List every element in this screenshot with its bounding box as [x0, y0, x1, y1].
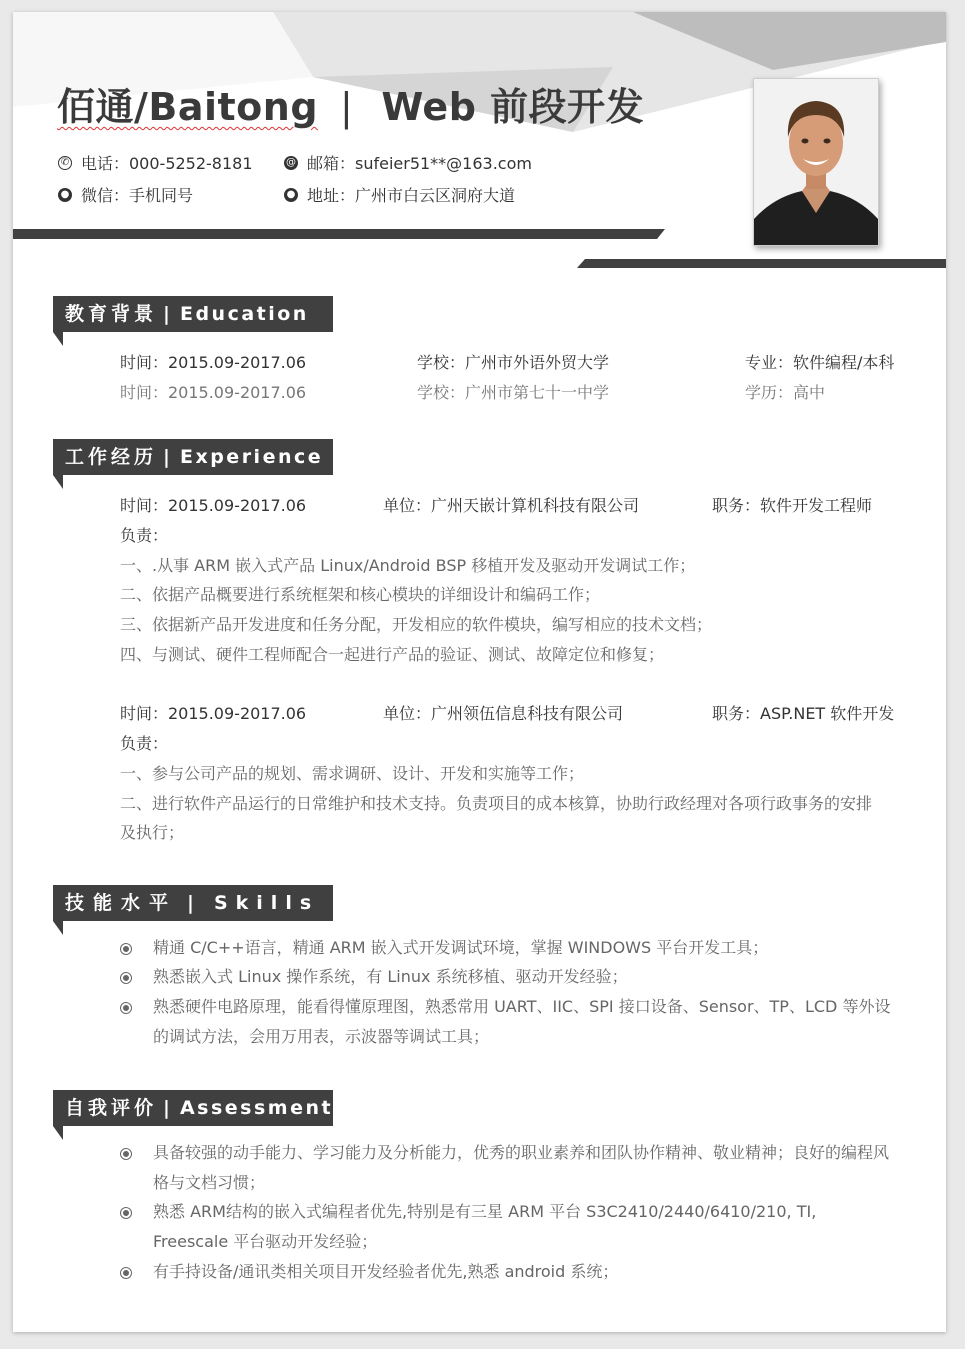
section-title: 技能水平 — [65, 892, 178, 914]
section-corner — [53, 475, 63, 489]
bullet-icon — [120, 1267, 132, 1279]
bullet-icon — [120, 972, 132, 984]
job2-company: 单位：广州领伍信息科技有限公司 — [383, 704, 624, 723]
job2-line-3: 及执行； — [120, 823, 185, 842]
contact-address — [284, 183, 515, 206]
job1-resp-label: 负责： — [120, 526, 169, 545]
address-text: 地址：广州市白云区洞府大道 — [307, 186, 516, 205]
job2-role: 职务：ASP.NET 软件开发 — [712, 704, 895, 723]
job2-line-2: 二、进行软件产品运行的日常维护和技术支持。负责项目的成本核算，协助行政经理对各项行政事务的安排 — [120, 794, 873, 813]
job1-line-2: 二、依据产品概要进行系统框架和核心模块的详细设计和编码工作； — [120, 585, 601, 604]
edu-major-1: 专业：软件编程/本科 — [745, 353, 895, 372]
contact-wechat — [58, 183, 193, 206]
job1-company: 单位：广州天嵌计算机科技有限公司 — [383, 496, 640, 515]
edu-major-2: 学历：高中 — [745, 383, 826, 402]
section-corner — [53, 921, 63, 935]
job1-role: 职务：软件开发工程师 — [712, 496, 873, 515]
job2-time: 时间：2015.09-2017.06 — [120, 704, 307, 723]
job1-line-1: 一、.从事 ARM 嵌入式产品 Linux/Android BSP 移植开发及驱动开发调试工作； — [120, 556, 696, 575]
phone-text: 电话：000-5252-8181 — [81, 154, 253, 173]
name-title — [57, 76, 644, 131]
resume-page: 佰通/Baitong | Web 前段开发 ✆ 电话：000-5252-8181 @ 邮箱：sufeier51**@163.com ● 微信：手机同号 ● 地址：广州市白云区洞府大道 教育背景 | Education 时间：2015.09-2017.06 学校：广州市外语外贸大学 专业：软件编程/本科 时间：2015.09-2017.06 学校：广州市第七十一中学 学历：高中 工作经历 | Experience 时间：2015.09-2017.06 单位：广州天嵌计算机科技有限公司 职务：软件开发工程师 负责： 一、.从事 ARM 嵌入式产品 Linux/Android BSP 移植开发及驱动开发调试工作； 二、依据产品概要进行系统框架和核心模块的详细设计和编码工作； 三、依据新产品开发进度和任务分配，开发相应的软件模块，编写相应的技术文档； 四、与测试、硬件工程师配合一起进行产品的验证、测试、故障定位和修复； 时间：2015.09-2017.06 单位：广州领伍信息科技有限公司 职务：ASP.NET 软件开发 负责： 一、参与公司产品的规划、需求调研、设计、开发和实施等工作； 二、进行软件产品运行的日常维护和技术支持。负责项目的成本核算，协助行政经理对各项行政事务的安排 及执行； 技能水平 | Skills 精通 C/C++语言，精通 ARM 嵌入式开发调试环境，掌握 WINDOWS 平台开发工具； 熟悉嵌入式 Linux 操作系统，有 Linux 系统移植、驱动开发经验； 熟悉硬件电路原理，能看得懂原理图，熟悉常用 UART、IIC、SPI 接口设备、Sensor、TP、LCD 等外设的调试方法，会用万用表，示波器等调试工具； 自我评价 | Assessment 具备较强的动手能力、学习能力及分析能力，优秀的职业素养和团队协作精神、敬业精神；良好的编程风格与文档习惯； 熟悉 ARM结构的嵌入式编程者优先,特别是有三星 ARM 平台 S3C2410/2440/6410/210, TI, Freescale 平台驱动开发经验； 有手持设备/通讯类相关项目开发经验者优先,熟悉 android 系统； — [13, 12, 946, 1332]
job1-line-3: 三、依据新产品开发进度和任务分配，开发相应的软件模块，编写相应的技术文档； — [120, 615, 713, 634]
contact-email — [284, 151, 532, 174]
section-header-skills: 技能水平 | Skills — [53, 885, 333, 921]
job1-time: 时间：2015.09-2017.06 — [120, 496, 307, 515]
section-title: 教育背景 — [65, 303, 158, 325]
edu-school-2: 学校：广州市第七十一中学 — [417, 383, 610, 402]
section-header-experience: 工作经历 | Experience — [53, 439, 333, 475]
section-corner — [53, 1126, 63, 1140]
section-title-en: Skills — [213, 892, 320, 914]
header-divider-bar-right — [577, 259, 946, 268]
section-title: 工作经历 — [65, 446, 158, 468]
bullet-icon — [120, 943, 132, 955]
section-title-en: Experience — [179, 446, 324, 468]
edu-school-1: 学校：广州市外语外贸大学 — [417, 353, 610, 372]
profile-photo — [753, 78, 879, 246]
contact-phone — [58, 151, 253, 174]
wechat-icon: ● — [58, 188, 72, 202]
email-text: 邮箱：sufeier51**@163.com — [307, 154, 532, 173]
job2-line-1: 一、参与公司产品的规划、需求调研、设计、开发和实施等工作； — [120, 764, 585, 783]
title-separator: | — [340, 85, 354, 129]
name: 佰通/Baitong — [57, 85, 319, 129]
header-divider-bar — [13, 229, 665, 239]
section-title-en: Assessment — [179, 1097, 334, 1119]
job-title: Web 前段开发 — [381, 85, 645, 129]
bullet-icon — [120, 1148, 132, 1160]
location-pin-icon: ● — [284, 188, 298, 202]
edu-time-2: 时间：2015.09-2017.06 — [120, 383, 307, 402]
bullet-icon — [120, 1207, 132, 1219]
section-header-education: 教育背景 | Education — [53, 296, 333, 332]
phone-icon: ✆ — [58, 156, 72, 170]
job1-line-4: 四、与测试、硬件工程师配合一起进行产品的验证、测试、故障定位和修复； — [120, 645, 665, 664]
section-corner — [53, 332, 63, 346]
person-portrait-icon — [754, 79, 878, 245]
section-header-assessment: 自我评价 | Assessment — [53, 1090, 333, 1126]
section-title-en: Education — [179, 303, 309, 325]
job2-resp-label: 负责： — [120, 734, 169, 753]
at-icon: @ — [286, 156, 296, 168]
edu-time-1: 时间：2015.09-2017.06 — [120, 353, 307, 372]
bullet-icon — [120, 1002, 132, 1014]
wechat-text: 微信：手机同号 — [81, 186, 194, 205]
section-title: 自我评价 — [65, 1097, 158, 1119]
